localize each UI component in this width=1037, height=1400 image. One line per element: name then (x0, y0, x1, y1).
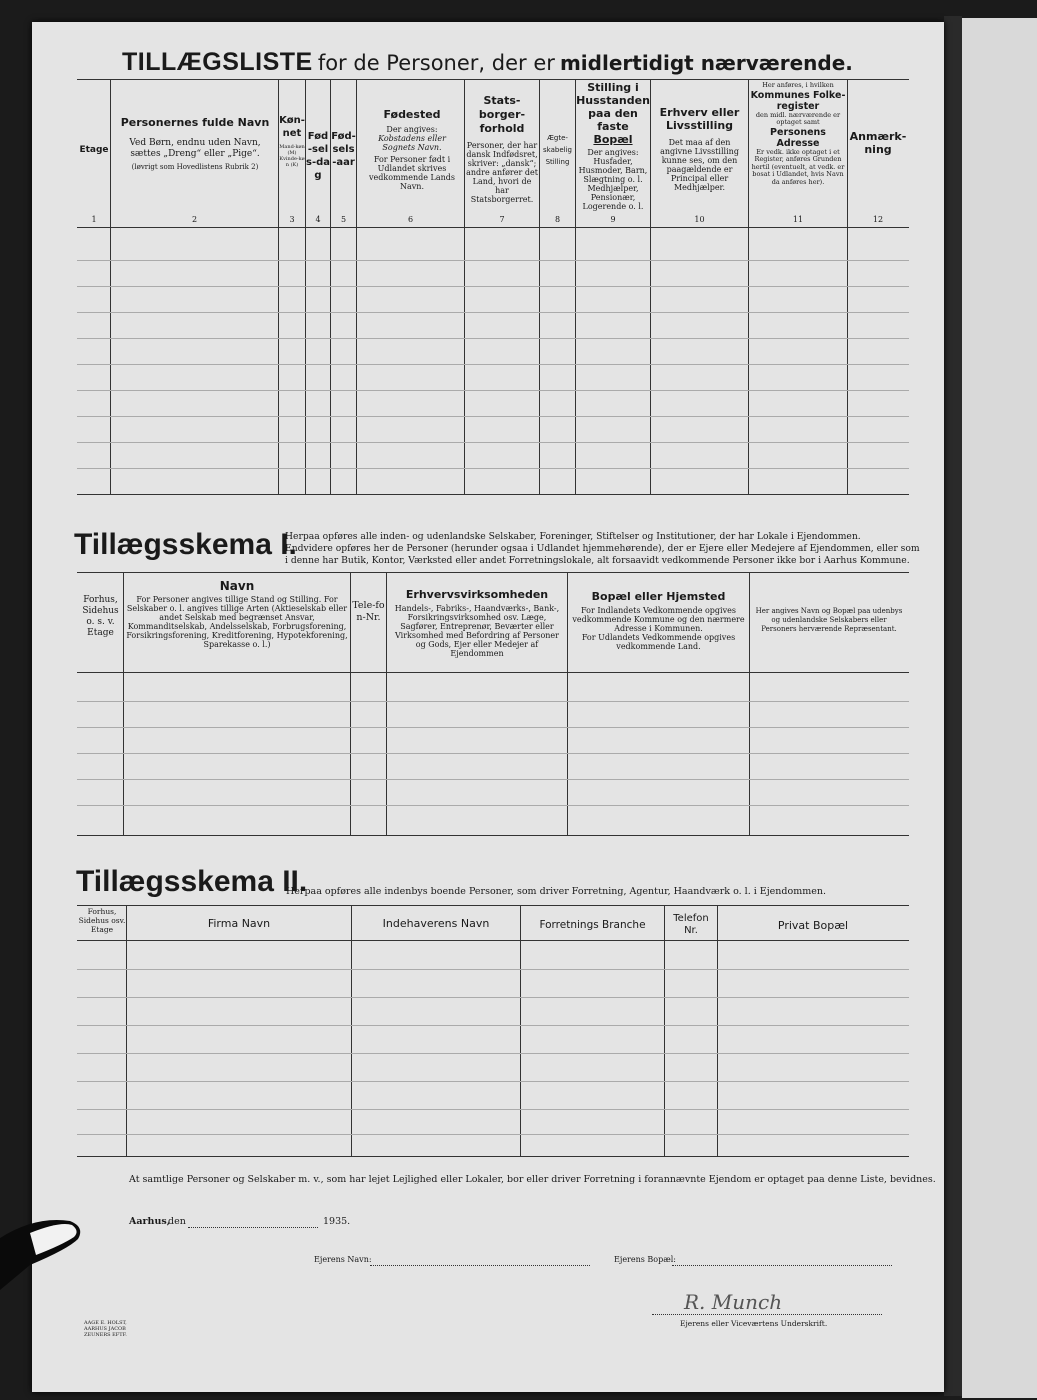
title-main: TILLÆGSLISTE (122, 48, 313, 76)
signature-line[interactable] (652, 1314, 882, 1315)
owner-name-field[interactable] (370, 1265, 590, 1266)
col-number: 6 (407, 215, 414, 224)
col-aegteskab: Ægte-skabelig Stilling (543, 134, 572, 166)
col-kon (279, 114, 305, 168)
col-kon-sub2: Kvinde-køn (K) (279, 156, 305, 168)
schema1-col-bopael (570, 590, 747, 651)
col-stilling-bopael: Bopæl (593, 133, 633, 146)
schema1-intro-3: i denne har Butik, Kontor, Værksted eller andet Forretningslokale, alt forsaavidt vedkommende Personer ikke bor i Aarhus Kommune. (285, 555, 910, 566)
form-page (32, 22, 944, 1392)
col-folkeregister (750, 82, 846, 186)
schema1-intro (285, 531, 920, 567)
col-number: 12 (872, 215, 884, 224)
col-folkeregister-mid: den midl. nærværende er optaget samt (755, 110, 841, 126)
signature-label: Ejerens eller Viceværtens Underskrift. (680, 1319, 828, 1328)
col-fodested-sub3: For Personer født i Udlandet skrives vedkommende Lands Navn. (369, 155, 455, 191)
schema1-col-telefon: Tele-fon-Nr. (352, 600, 385, 623)
col-erhverv (652, 106, 747, 192)
schema1-col-repraesentant: Her angives Navn og Bopæl paa udenbys og udenlandske Selskabers eller Personers herværende Repræsentant. (755, 607, 903, 633)
col-name-line3: (løvrigt som Hovedlistens Rubrik 2) (131, 163, 259, 171)
col-statsborger-title: Stats-borger-forhold (478, 94, 526, 135)
signature: R. Munch (684, 1290, 783, 1314)
binder-clip (0, 1215, 85, 1290)
adjacent-page (962, 18, 1037, 1398)
owner-name-label: Ejerens Navn: (314, 1255, 372, 1264)
col-name-line1: Ved Børn, endnu uden Navn, (129, 138, 261, 148)
date-field[interactable] (188, 1227, 318, 1228)
schema1-col-bopael-sub2: For Udlandets Vedkommende opgives vedkommende Land. (581, 633, 736, 651)
col-fodested-sub1: Der angives: (386, 125, 438, 134)
schema2-col-branche: Forretnings Branche (539, 919, 646, 931)
schema1-col-erhverv (389, 588, 565, 658)
col-number: 2 (191, 215, 198, 224)
col-anmaerkning: Anmærk-ning (849, 130, 907, 156)
col-number: 5 (340, 215, 347, 224)
page-title (122, 48, 922, 77)
col-statsborger (466, 94, 538, 204)
schema1-col-bopael-title: Bopæl eller Hjemsted (591, 590, 726, 603)
col-etage: Etage (79, 145, 109, 155)
col-folkeregister-title2: Personens Adresse (770, 126, 826, 149)
col-kon-title: Køn-net (279, 115, 305, 139)
col-kon-sub1: Mand-køn (M) (279, 144, 305, 156)
book-spine (944, 16, 962, 1396)
printer-mark: AAGE E. HOLST, AARHUS JACOB ZEUNERS EFTF. (84, 1320, 127, 1338)
col-number: 11 (792, 215, 804, 224)
schema1-col-erhverv-sub: Handels-, Fabriks-, Haandværks-, Bank-, Forsikringsvirksomhed osv. Læge, Sagfører, Entreprenør, Beværter eller Virksomhed med Befordring af Personer og Gods, Ejer eller Medejer af Ejendommen (394, 604, 560, 658)
col-number: 8 (554, 215, 561, 224)
schema1-col-navn-title: Navn (219, 579, 255, 593)
col-number: 4 (315, 215, 321, 224)
col-number: 3 (289, 215, 295, 224)
col-number: 7 (499, 215, 505, 224)
schema1-col-erhverv-title: Erhvervsvirksomheden (405, 588, 549, 601)
owner-address-field[interactable] (672, 1265, 892, 1266)
col-folkeregister-title: Kommunes Folke-register (750, 89, 846, 112)
schema2-col-telefon: Telefon Nr. (673, 913, 709, 936)
schema1-col-navn-sub: For Personer angives tillige Stand og Stilling. For Selskaber o. l. angives tillige Arten (Aktieselskab eller andet Selskab med begrænset Ansvar, Kommanditselskab, Andelsselskab, Forbrugsforening, Forsikringsforening, Kreditforening, Hypotekforening, Sparekasse o. l.) (126, 595, 348, 649)
date-label: den (168, 1216, 186, 1227)
year-label: 1935. (323, 1216, 351, 1227)
col-name-line2: sættes „Dreng“ eller „Pige“. (130, 149, 260, 159)
col-name (112, 116, 278, 172)
col-number: 9 (610, 215, 616, 224)
col-number: 10 (694, 215, 705, 224)
col-folkeregister-top: Her anføres, i hvilken (762, 81, 834, 89)
col-folkeregister-sub: Er vedk. ikke optaget i et Register, anføres Grunden hertil (eventuelt, at vedk. er bosat i Udlandet, hvis Navn da anføres her). (751, 147, 845, 186)
col-number: 1 (91, 215, 97, 224)
schema2-title: Tillægsskema II. (76, 865, 308, 898)
schema1-col-etage: Forhus, Sidehus o. s. v. Etage (82, 595, 119, 638)
owner-address-label: Ejerens Bopæl: (614, 1255, 677, 1264)
col-stilling-title: Stilling i Husstanden paa den faste (576, 81, 650, 133)
col-fodested-sub2: Kobstadens eller Sognets Navn. (378, 134, 446, 152)
col-fodselsaar: Fød-sels-aar (331, 131, 356, 168)
schema1-intro-2: Endvidere opføres her de Personer (herunder ogsaa i Udlandet hjemmehørende), der er Ejere eller Medejere af Ejendommen, eller som (285, 543, 920, 554)
col-fodselsdag: Fød-sels-dag (306, 131, 331, 181)
schema2-col-indehaver: Indehaverens Navn (382, 917, 490, 930)
certification-text: At samtlige Personer og Selskaber m. v., som har lejet Lejlighed eller Lokaler, bor eller driver Forretning i forannævnte Ejendom er optaget paa denne Liste, bevidnes. (129, 1174, 936, 1185)
city-label: Aarhus, (129, 1216, 171, 1227)
col-statsborger-sub: Personer, der har dansk Indfødsret, skriver: „dansk“; andre anfører det Land, hvori de har Statsborgerret. (466, 141, 538, 204)
col-erhverv-title: Erhverv eller Livsstilling (659, 106, 740, 132)
schema1-intro-1: Herpaa opføres alle inden- og udenlandske Selskaber, Foreninger, Stiftelser og Institutioner, der har Lokale i Ejendommen. (285, 531, 861, 542)
col-fodested-title: Fødested (383, 108, 441, 121)
schema2-intro: Herpaa opføres alle indenbys boende Personer, som driver Forretning, Agentur, Haandværk o. l. i Ejendommen. (286, 886, 826, 897)
title-middle: for de Personer, der er (317, 51, 555, 75)
col-stilling-sub: Der angives: Husfader, Husmoder, Barn, Slægtning o. l. Medhjælper, Pensionær, Logerende o. l. (578, 148, 648, 211)
schema1-title: Tillægsskema I. (74, 528, 297, 561)
col-name-title: Personernes fulde Navn (120, 116, 270, 129)
col-erhverv-sub: Det maa af den angivne Livsstilling kunne ses, om den paagældende er Principal eller Medhjælper. (660, 138, 739, 192)
col-fodested (362, 108, 462, 191)
schema1-col-bopael-sub1: For Indlandets Vedkommende opgives vedkommende Kommune og den nærmere Adresse i Kommunen. (572, 606, 745, 633)
title-end: midlertidigt nærværende. (559, 51, 853, 75)
schema1-col-navn (125, 580, 349, 649)
schema2-col-privat-bopael: Privat Bopæl (777, 919, 849, 932)
col-stilling (576, 81, 650, 211)
schema2-col-firma: Firma Navn (207, 917, 271, 930)
schema2-col-etage: Forhus, Sidehus osv. Etage (78, 907, 126, 934)
